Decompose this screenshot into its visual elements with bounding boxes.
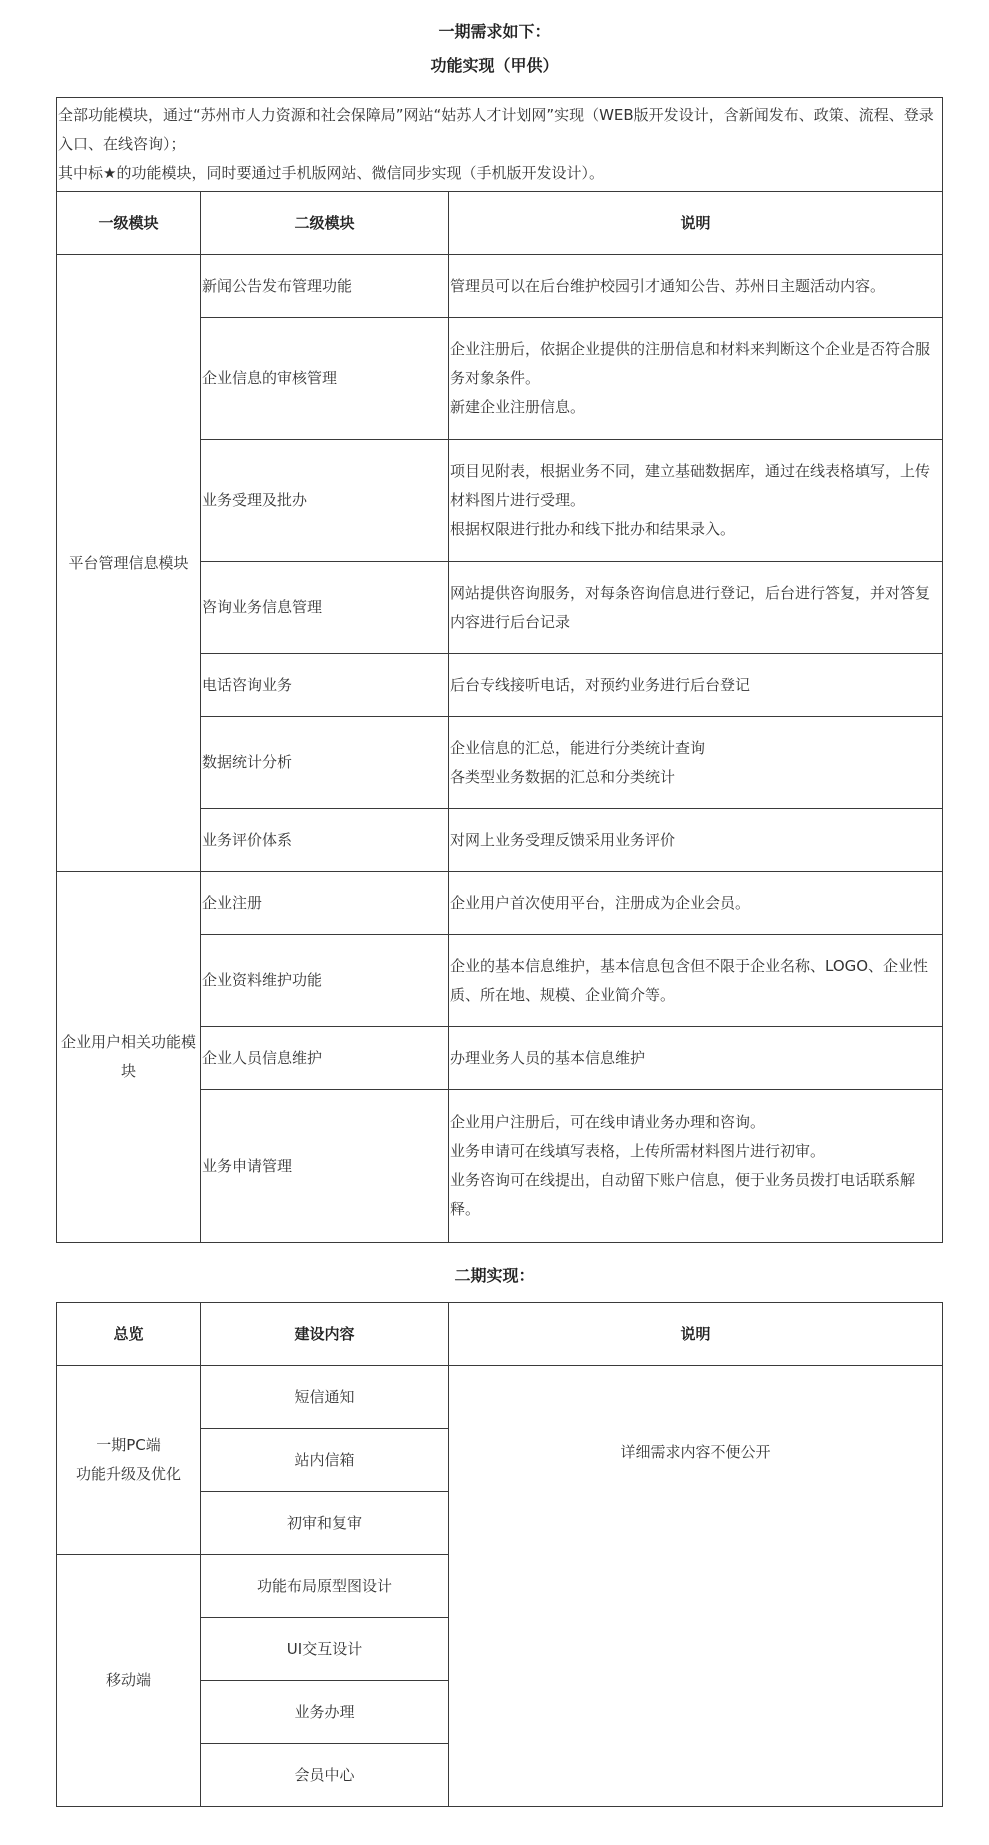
group-name: 平台管理信息模块 [57,255,201,872]
module-name: 业务评价体系 [201,809,449,872]
intro-line: 其中标★的功能模块，同时要通过手机版网站、微信同步实现（手机版开发设计）。 [58,164,604,182]
group-name: 移动端 [57,1555,201,1807]
module-desc: 企业用户首次使用平台，注册成为企业会员。 [449,872,943,935]
module-name: 新闻公告发布管理功能 [201,255,449,318]
module-desc: 网站提供咨询服务，对每条咨询信息进行登记，后台进行答复，并对答复内容进行后台记录 [449,562,943,654]
phase2-description: 详细需求内容不便公开 [449,1366,943,1807]
group-name: 一期PC端 功能升级及优化 [57,1366,201,1555]
phase1-table [56,97,943,1243]
content-item: 初审和复审 [201,1492,449,1555]
module-desc: 管理员可以在后台维护校园引才通知公告、苏州日主题活动内容。 [449,255,943,318]
header-row [57,1303,943,1366]
module-name: 企业人员信息维护 [201,1027,449,1090]
module-name: 企业注册 [201,872,449,935]
header-overview: 总览 [57,1303,201,1366]
header-desc: 说明 [449,192,943,255]
header-row [57,192,943,255]
intro-row [57,98,943,192]
module-desc: 后台专线接听电话，对预约业务进行后台登记 [449,654,943,717]
content-item: UI交互设计 [201,1618,449,1681]
phase2-table [56,1302,943,1807]
phase2-title: 二期实现： [454,1266,535,1285]
table-row [57,255,943,318]
table-row [57,1366,943,1429]
module-desc: 企业信息的汇总，能进行分类统计查询 各类型业务数据的汇总和分类统计 [449,717,943,809]
module-desc: 企业注册后，依据企业提供的注册信息和材料来判断这个企业是否符合服务对象条件。 新建企业注册信息。 [449,318,943,440]
header-desc: 说明 [449,1303,943,1366]
module-desc: 对网上业务受理反馈采用业务评价 [449,809,943,872]
module-desc: 企业用户注册后，可在线申请业务办理和咨询。 业务申请可在线填写表格，上传所需材料图片进行初审。 业务咨询可在线提出，自动留下账户信息，便于业务员拨打电话联系解释。 [449,1090,943,1243]
module-name: 企业信息的审核管理 [201,318,449,440]
module-name: 业务受理及批办 [201,440,449,562]
content-item: 会员中心 [201,1744,449,1807]
page-subtitle: 功能实现（甲供） [430,56,559,75]
module-name: 电话咨询业务 [201,654,449,717]
module-name: 业务申请管理 [201,1090,449,1243]
table-row [57,872,943,935]
module-desc: 企业的基本信息维护，基本信息包含但不限于企业名称、LOGO、企业性质、所在地、规模、企业简介等。 [449,935,943,1027]
header-level1: 一级模块 [57,192,201,255]
module-name: 数据统计分析 [201,717,449,809]
content-item: 业务办理 [201,1681,449,1744]
module-desc: 办理业务人员的基本信息维护 [449,1027,943,1090]
intro-line: 全部功能模块，通过“苏州市人力资源和社会保障局”网站“姑苏人才计划网”实现（WEB版开发设计，含新闻发布、政策、流程、登录入口、在线咨询）； [58,106,934,153]
intro-cell [57,98,943,192]
page-title: 一期需求如下： [438,22,551,41]
module-name: 咨询业务信息管理 [201,562,449,654]
content-item: 站内信箱 [201,1429,449,1492]
header-content: 建设内容 [201,1303,449,1366]
content-item: 功能布局原型图设计 [201,1555,449,1618]
header-level2: 二级模块 [201,192,449,255]
content-item: 短信通知 [201,1366,449,1429]
module-desc: 项目见附表，根据业务不同，建立基础数据库，通过在线表格填写，上传材料图片进行受理。 根据权限进行批办和线下批办和结果录入。 [449,440,943,562]
module-name: 企业资料维护功能 [201,935,449,1027]
group-name: 企业用户相关功能模块 [57,872,201,1243]
